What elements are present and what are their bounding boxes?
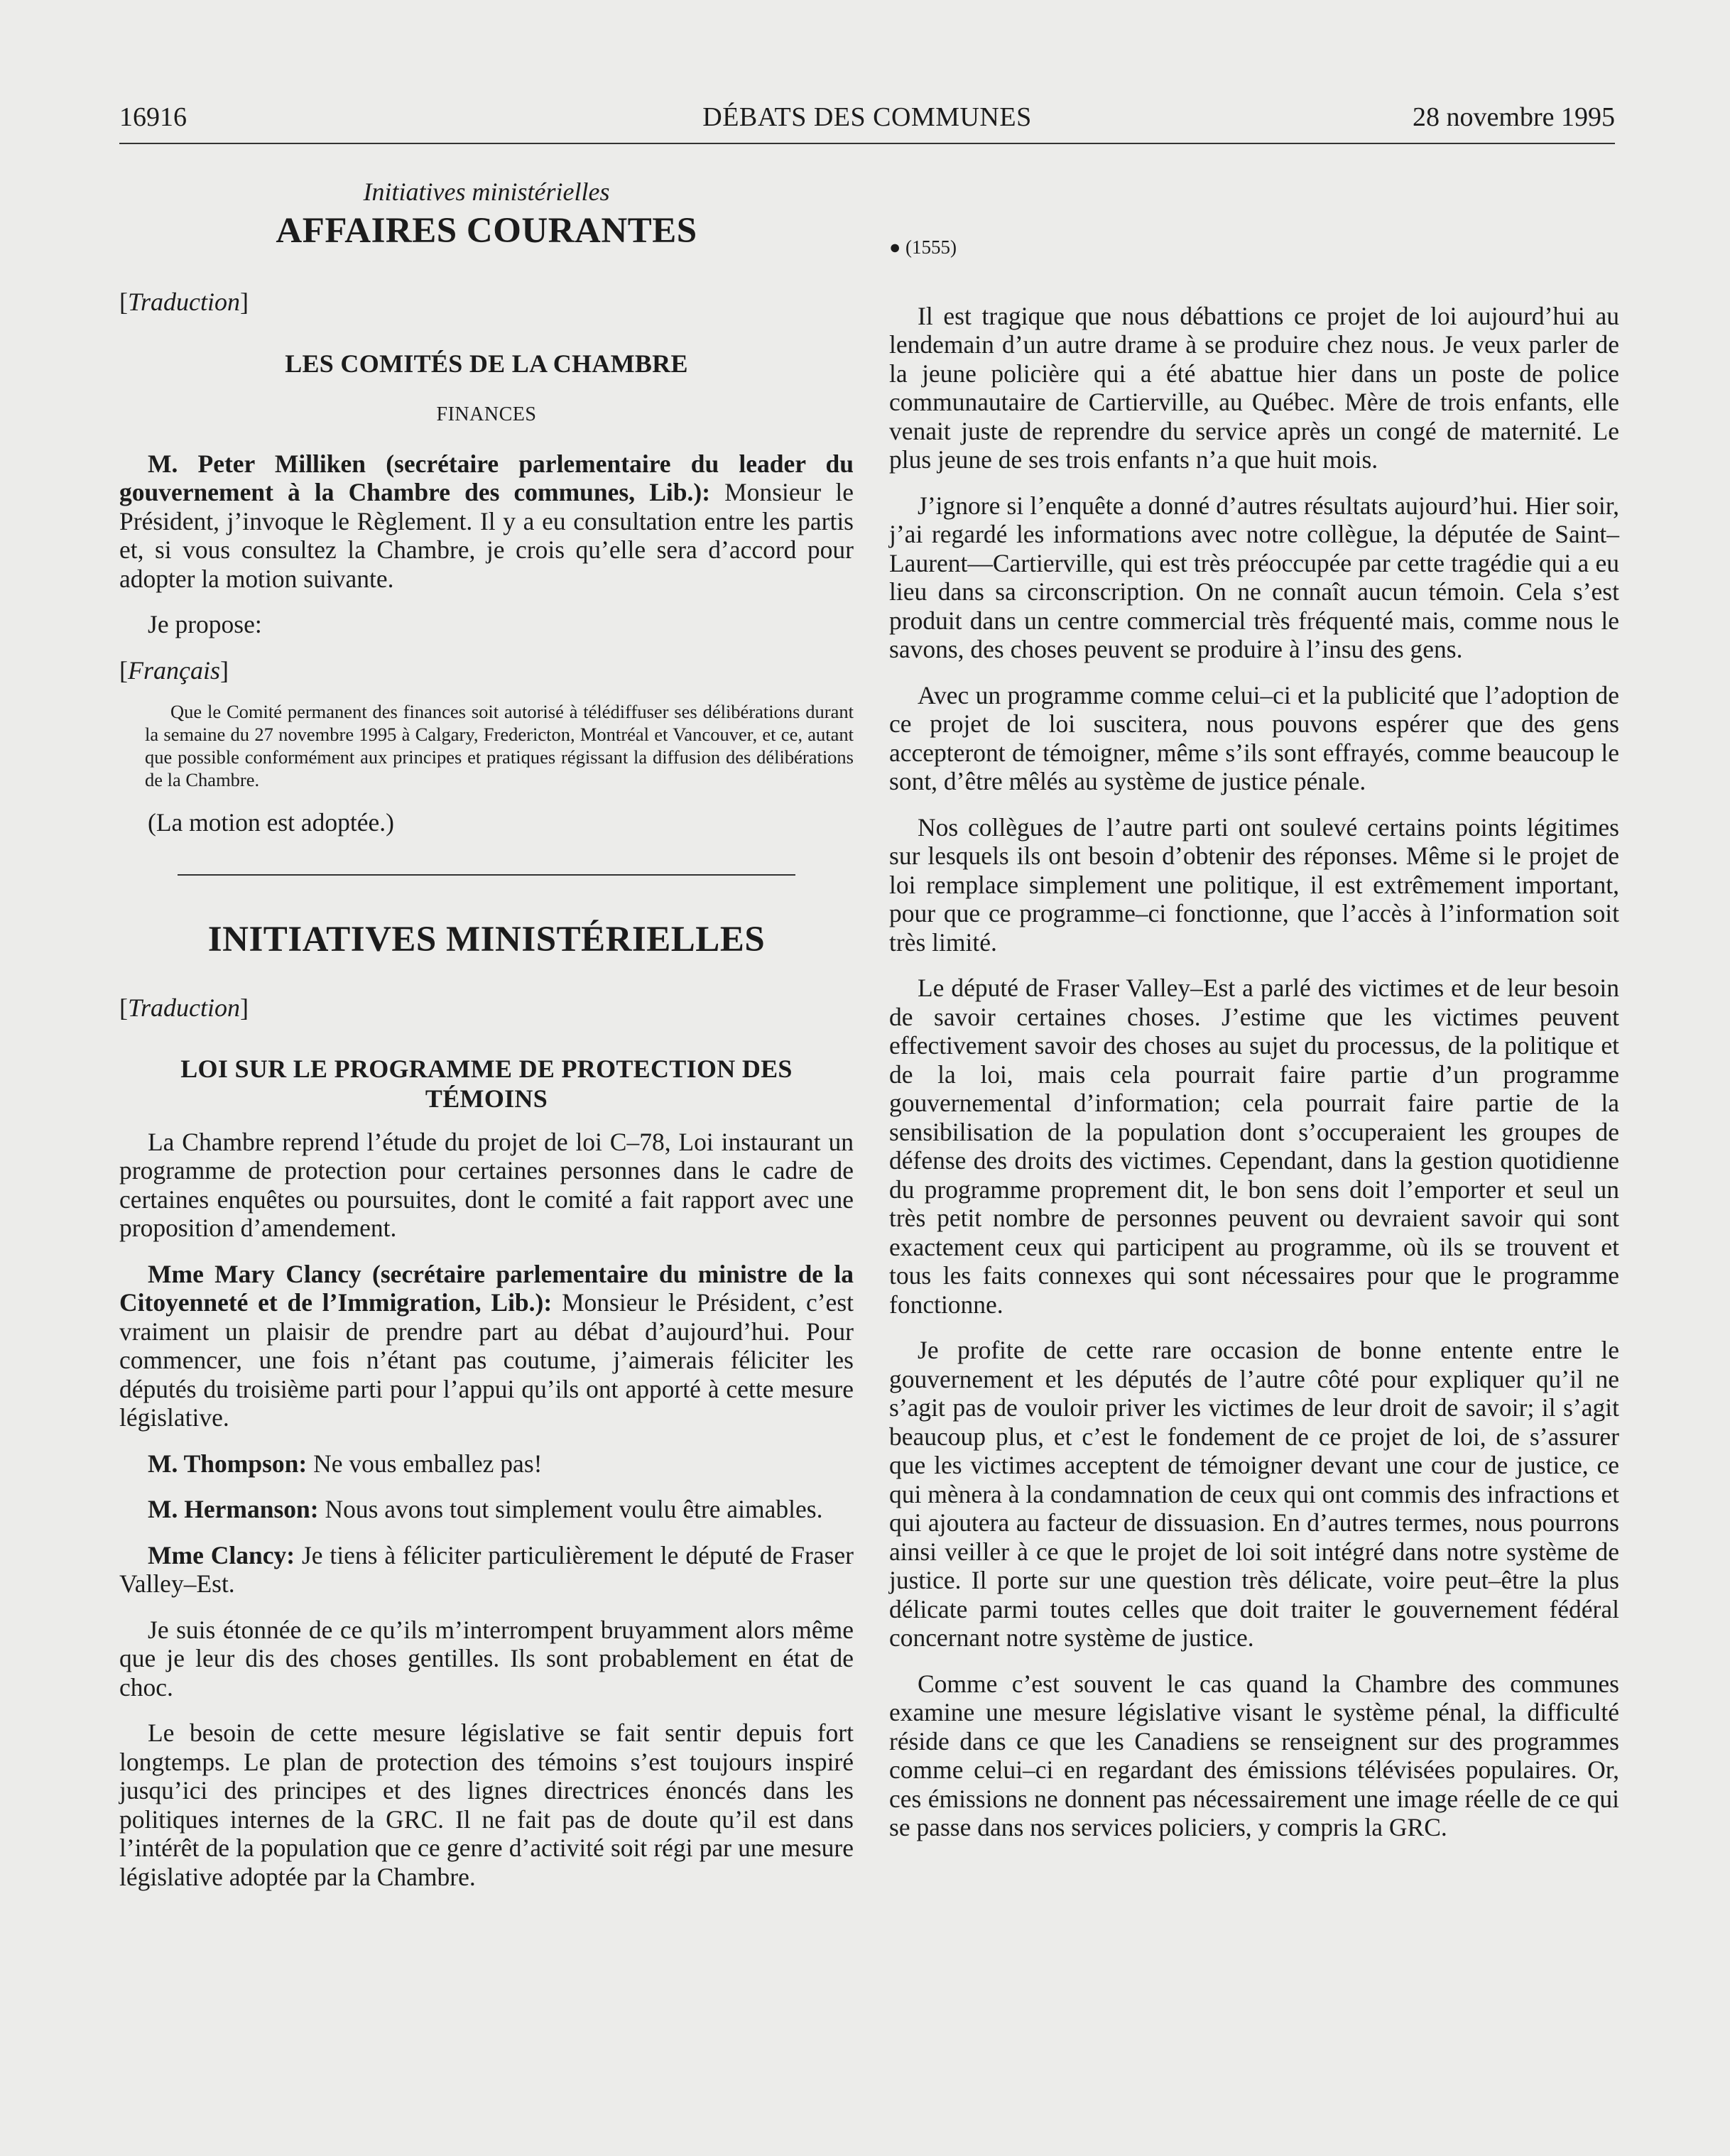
right-column [889,170,1619,1859]
paragraph-besoin: Le besoin de cette mesure législative se fait sentir depuis fort longtemps. Le plan de protection des témoins s’est toujours inspiré jusqu’ici des principes et des lignes directrices énoncés dans les politiques internes de la GRC. Il ne fait pas de doute qu’il est dans l’intérêt de la population que ce genre d’activité soit régi par une mesure législative adoptée par la Chambre. [119,1719,854,1891]
page-header [119,102,1615,141]
motion-text: Que le Comité permanent des finances soit autorisé à télédiffuser ses délibérations durant la semaine du 27 novembre 1995 à Calgary, Fredericton, Montréal et Vancouver, et ce, autant que possible conformément aux principes et pratiques régissant la diffusion des délibérations de la Chambre. [145,701,854,790]
paragraph-right-1: Il est tragique que nous débattions ce projet de loi aujourd’hui au lendemain d’un autre drame à se produire chez nous. Je veux parler de la jeune policière qui a été abattue hier dans un poste de police communautaire de Cartierville, au Québec. Mère de trois enfants, elle venait juste de reprendre du service après un congé de maternité. Le plus jeune de ses trois enfants n’a que huit mois. [889,301,1619,474]
section-title-affaires-courantes: AFFAIRES COURANTES [276,210,697,251]
paragraph-right-2: J’ignore si l’enquête a donné d’autres résultats aujourd’hui. Hier soir, j’ai regardé les informations avec notre collègue, la députée de Saint–Laurent—Cartierville, qui est très préoccupée par cette tragédie qui a eu lieu dans sa circonscription. On ne connaît aucun témoin. Cela s’est produit dans un centre commercial très fréquenté mais, comme nous le savons, des choses peuvent se produire à l’insu des gens. [889,491,1619,663]
bill-title: LOI SUR LE PROGRAMME DE PROTECTION DES TÉMOINS [180,1054,793,1113]
header-rule [119,143,1615,144]
paragraph-etonnee: Je suis étonnée de ce qu’ils m’interrompent bruyamment alors même que je leur dis des choses gentilles. Ils sont probablement en état de choc. [119,1615,854,1702]
paragraph-clancy: Mme Mary Clancy (secrétaire parlementaire du ministre de la Citoyenneté et de l’Immigration, Lib.): Monsieur le Président, c’est vraiment un plaisir de prendre part au débat d’aujourd’hui. Pour commencer, une fois n’étant pas coutume, j’aimerais féliciter les députés du troisième parti pour l’appui qu’ils ont apporté à cette mesure législative. [119,1259,854,1432]
section-title-initiatives: INITIATIVES MINISTÉRIELLES [207,919,766,959]
paragraph-milliken: M. Peter Milliken (secrétaire parlementaire du leader du gouvernement à la Chambre des communes, Lib.): Monsieur le Président, j’invoque le Règlement. Il y a eu consultation entre les partis et, si vous consultez la Chambre, je crois qu’elle sera d’accord pour adopter la motion suivante. [119,449,854,593]
time-marker: ● (1555) [889,236,957,258]
translation-note-2: [Traduction] [119,993,249,1022]
paragraph-hermanson: M. Hermanson: Nous avons tout simplement voulu être aimables. [148,1495,823,1523]
left-column [119,170,854,1908]
publication-title: DÉBATS DES COMMUNES [702,102,1032,132]
translation-note-francais: [Français] [119,655,229,685]
rubric: Initiatives ministérielles [363,178,610,206]
section-divider [178,874,795,876]
paragraph-right-6: Je profite de cette rare occasion de bonne entente entre le gouvernement et les députés de l’autre côté pour expliquer qu’il ne s’agit pas de vouloir priver les victimes de leur droit de savoir; il s’agit beaucoup plus, et c’est le fondement de ce projet de loi, de s’assurer que les victimes acceptent de témoigner devant une cour de justice, ce qui mènera à la condamnation de ceux qui ont commis des infractions et qui ajoutera au facteur de dissuasion. En d’autres termes, nous pourrons ainsi veiller à ce que le projet de loi soit intégré dans notre système de justice. Il porte sur une question très délicate, voire peut–être la plus délicate parmi toutes celles que doit traiter le gouvernement fédéral concernant notre système de justice. [889,1336,1619,1652]
translation-note: [Traduction] [119,288,249,316]
committee-title: LES COMITÉS DE LA CHAMBRE [285,349,688,378]
paragraph-right-5: Le député de Fraser Valley–Est a parlé des victimes et de leur besoin de savoir certaines choses. J’estime que les victimes peuvent effectivement savoir des choses au sujet du processus, de la politique et de la loi, mais cela pourrait faire partie d’un programme gouvernemental d’information; cela pourrait faire partie de la sensibilisation de la population dont s’occuperaient les groupes de défense des droits des victimes. Cependant, dans la gestion quotidienne du programme proprement dit, le bon sens doit l’emporter et seul un très petit nombre de personnes peuvent ou devraient savoir qui sont exactement ceux qui participent au programme, où ils se trouvent et tous les faits connexes qui sont nécessaires pour que le programme fonctionne. [889,974,1619,1319]
page-number: 16916 [119,102,187,132]
je-propose: Je propose: [148,610,262,638]
paragraph-resume: La Chambre reprend l’étude du projet de loi C–78, Loi instaurant un programme de protection pour certaines personnes dans le cadre de certaines enquêtes ou poursuites, dont le comité a fait rapport avec une proposition d’amendement. [119,1127,854,1242]
paragraph-right-3: Avec un programme comme celui–ci et la publicité que l’adoption de ce projet de loi suscitera, nous pouvons espérer que des gens accepteront de témoigner, même s’ils sont effrayés, comme beaucoup le sont, d’être mêlés au système de justice pénale. [889,680,1619,795]
speaker-hermanson: M. Hermanson: [148,1495,319,1523]
speaker-clancy: Mme Mary Clancy (secrétaire parlementaire du ministre de la Citoyenneté et de l’Immigration, Lib.): [119,1259,854,1317]
speaker-milliken: M. Peter Milliken (secrétaire parlementaire du leader du gouvernement à la Chambre des communes, Lib.): [119,449,854,506]
speaker-clancy-2: Mme Clancy: [148,1540,295,1569]
committee-subtitle: FINANCES [436,403,537,425]
paragraph-right-4: Nos collègues de l’autre parti ont soulevé certains points légitimes sur lesquels ils ont besoin d’obtenir des réponses. Même si le projet de loi remplace simplement une politique, il est extrêmement important, pour que ce programme–ci fonctionne, que l’accès à l’information soit très limité. [889,812,1619,957]
motion-adopted: (La motion est adoptée.) [148,808,394,837]
paragraph-right-7: Comme c’est souvent le cas quand la Chambre des communes examine une mesure législative visant le système pénal, la difficulté réside dans ce que les Canadiens se renseignent sur des programmes comme celui–ci en regardant des émissions télévisées populaires. Or, ces émissions ne donnent pas nécessairement une image réelle de ce qui se passe dans nos services policiers, y compris la GRC. [889,1669,1619,1841]
page-date: 28 novembre 1995 [1413,102,1615,132]
paragraph-clancy-2: Mme Clancy: Je tiens à féliciter particulièrement le député de Fraser Valley–Est. [119,1540,854,1598]
paragraph-thompson: M. Thompson: Ne vous emballez pas! [148,1449,543,1478]
speaker-thompson: M. Thompson: [148,1449,308,1478]
